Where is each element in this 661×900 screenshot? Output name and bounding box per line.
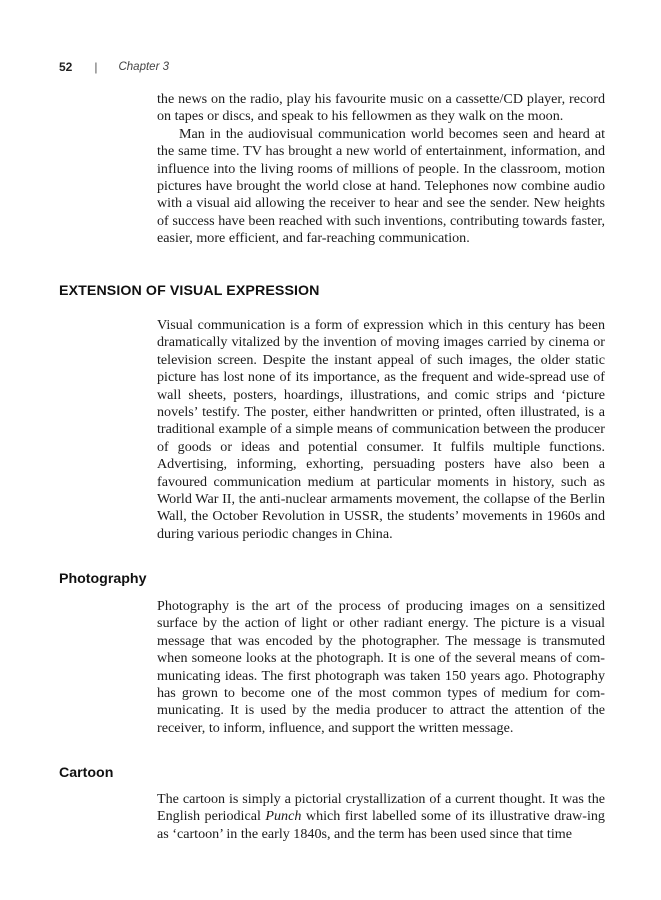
cartoon-paragraph [157,791,605,843]
cartoon-text-part-2: which first labelled some of its illustrative draw-ing as ‘cartoon’ in the early 1840s, and the term has been used since that time [157,808,605,842]
visual-expression-paragraph: Visual communication is a form of expression which in this century has been dramatically vitalized by the invention of moving images carried by cinema or television screen. Despite the instant appeal of such images, the older static picture has lost none of its importance, as the frequent and wide-spread use of wall sheets, posters, hoardings, illustrations, and comic strips and ‘picture novels’ testify. The poster, either handwritten or printed, often illustrated, is a traditional example of a simple means of communication between the producer of goods or ideas and potential consumer. It fulfils multiple functions. Advertising, informing, exhorting, persuading posters have also been a favoured communication medium at particular moments in history, such as World War II, the anti-nuclear armaments movement, the collapse of the Berlin Wall, the October Revolution in USSR, the students’ movements in 1960s and during various periodic changes in China. [157,317,605,542]
punch-title: Punch [265,808,302,825]
chapter-label: Chapter 3 [118,61,169,73]
intro-paragraph-2: Man in the audiovisual communication world becomes seen and heard at the same time. TV has brought a new world of entertainment, information, and influence into the living rooms of millions of people. In the classroom, motion pictures have brought the world close at hand. Telephones now combine audio with a visual aid allowing the receiver to hear and see the sender. New heights of success have been reached with such inventions, contributing towards faster, easier, more efficient, and far-reaching communication. [157,125,605,247]
section-heading-photography: Photography [59,571,147,587]
cartoon-text [157,791,605,843]
visual-expression-text [157,317,605,543]
page-number: 52 [59,60,73,74]
intro-text [157,91,605,248]
cartoon-text-part-1: The cartoon is simply a pictorial crystallization of a current thought. It was the English periodical [157,791,605,825]
running-head [59,59,169,75]
section-heading-visual-expression: EXTENSION OF VISUAL EXPRESSION [59,283,320,299]
running-head-separator: | [94,60,98,74]
section-heading-cartoon: Cartoon [59,765,114,781]
photography-text [157,598,605,737]
photography-paragraph: Photography is the art of the process of producing images on a sensitized surface by the action of light or other radiant energy. The picture is a visual message that was encoded by the photographer. The message is transmuted when someone looks at the photograph. It is one of the several means of com-municating ideas. The first photograph was taken 150 years ago. Photography has grown to become one of the most common types of medium for com-municating. It is used by the media producer to attract the attention of the receiver, to inform, influence, and support the written message. [157,598,605,736]
intro-paragraph-1: the news on the radio, play his favourite music on a cassette/CD player, record on tapes or discs, and speak to his fellowmen as they walk on the moon. [157,91,605,125]
